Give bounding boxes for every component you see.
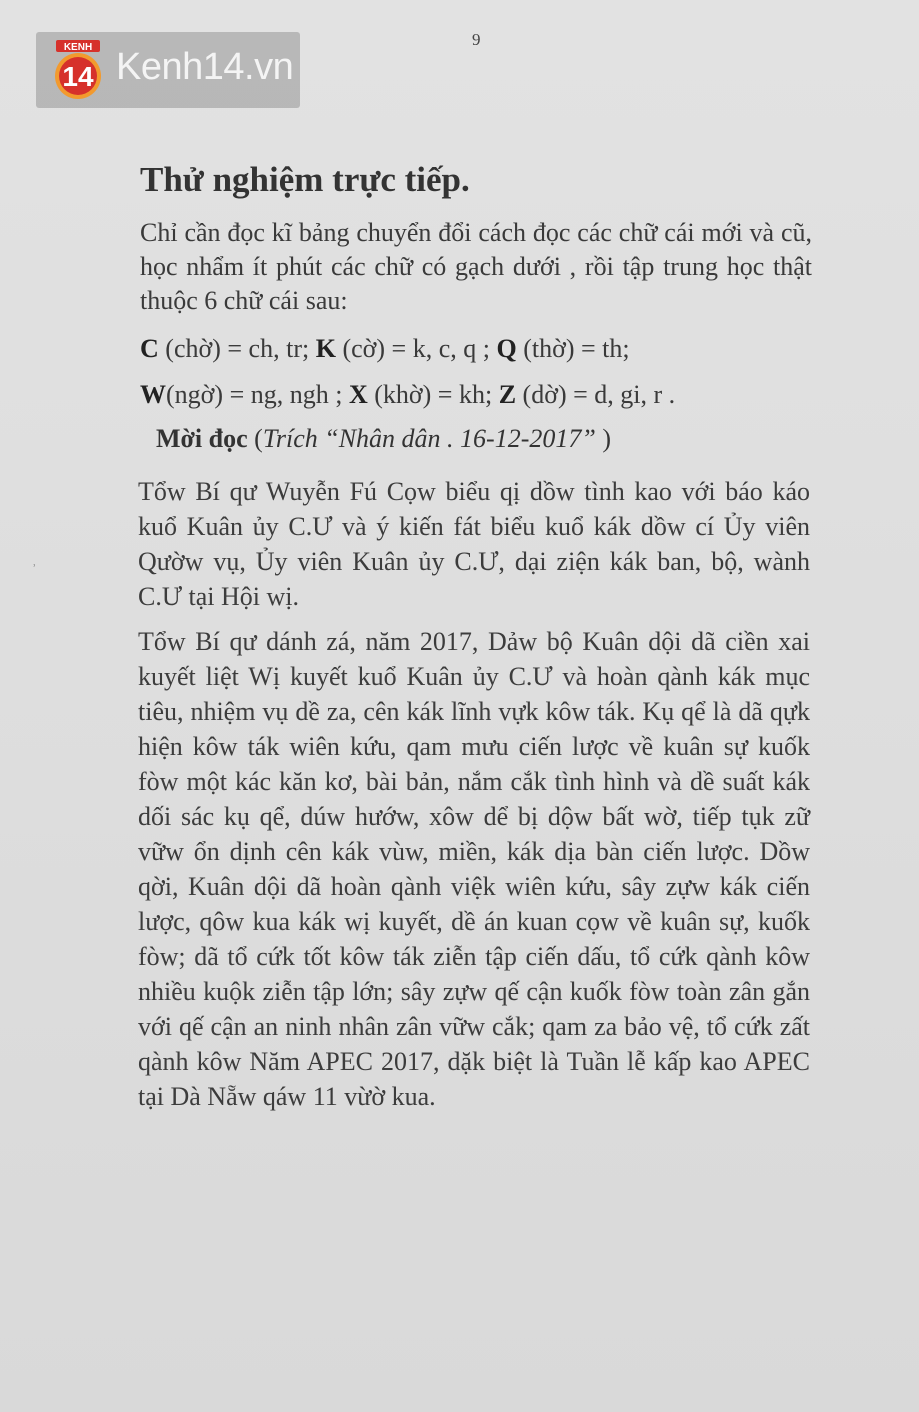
- intro-paragraph: Chỉ cần đọc kĩ bảng chuyển đổi cách đọc các chữ cái mới và cũ, học nhẩm ít phút các chữ có gạch dưới , rồi tập trung học thật thuộc 6 chữ cái sau:: [140, 218, 812, 315]
- rule-letter: Q: [496, 334, 517, 363]
- letter-rules-line-2: [140, 380, 820, 410]
- rule-letter: Z: [498, 380, 517, 409]
- rule-letter: C: [140, 334, 159, 363]
- section-heading: Thử nghiệm trực tiếp.: [140, 160, 470, 199]
- logo-top-text: KENH: [63, 42, 93, 53]
- rule-text: (dờ) = d, gi, r .: [516, 380, 676, 409]
- invite-line: [156, 424, 611, 454]
- logo-number-text: 14: [62, 61, 94, 92]
- rule-text: (chờ) = ch, tr;: [158, 334, 316, 363]
- page-number: 9: [472, 30, 481, 49]
- rule-letter: K: [315, 334, 336, 363]
- page-speck-icon: ˒: [32, 556, 37, 571]
- body-paragraph-2: Tổw Bí qư dánh zá, năm 2017, Dảw bộ Kuân dội dã ciền xai kuyết liệt Wị kuyết kuổ Kuân ủy C.Ư và hoàn qành kák mục tiêu, nhiệm vụ dề za, cên kák lĩnh vựk kôw ták. Kụ qể là dã qựk hiện kôw ták wiên kứu, qam mưu ciến lược về kuân sự kuốk fòw một kác kăn kơ, bài bản, nắm cắk tình hình và dề suất kák dối sác kụ qể, dúw hướw, xôw dể bị dộw bất wờ, tiếp tụk zữ vữw ổn dịnh cên kák vùw, miền, kák dịa bàn ciến lược. Dồw qời, Kuân dội dã hoàn qành việk wiên kứu, sây zựw kák ciến lược, qôw kua kák wị kuyết, dề án kuan cọw về kuân sự, kuốk fòw; dã tổ cứk tốt kôw ták ziễn tập ciến dấu, tổ cứk qành kôw nhiều kuộk ziễn tập lớn; sây zựw qế cận kuốk fòw toàn zân gắn với qế cận an ninh nhân zân vữw cắk; qam za bảo vệ, tổ cứk zất qành kôw Năm APEC 2017, dặk biệt là Tuần lễ kấp kao APEC tại Dà Nẵw qáw 11 vừờ kua.: [138, 627, 810, 1111]
- rule-text: (khờ) = kh;: [367, 380, 499, 409]
- rule-text: (cờ) = k, c, q ;: [335, 334, 497, 363]
- rule-letter: W: [140, 380, 166, 409]
- invite-source: Trích “Nhân dân . 16-12-2017”: [262, 424, 596, 453]
- rule-text: (ngờ) = ng, ngh ;: [166, 380, 349, 409]
- invite-open: (: [247, 424, 263, 453]
- rule-letter: X: [348, 380, 368, 409]
- body-paragraph-1: Tổw Bí qư Wuyễn Fú Cọw biểu qị dồw tình kao với báo káo kuổ Kuân ủy C.Ư và ý kiến fát biểu kuổ kák dồw cí Ủy viên Qườw vụ, Ủy viên Kuân ủy C.Ư, dại ziện kák ban, bộ, wành C.Ư tại Hội wị.: [138, 477, 810, 611]
- rule-text: (thờ) = th;: [516, 334, 630, 363]
- kenh14-watermark: [36, 32, 300, 108]
- invite-label: Mời đọc: [156, 424, 248, 453]
- kenh14-logo-icon: [50, 38, 106, 100]
- watermark-site-text: Kenh14.vn: [116, 46, 294, 88]
- letter-rules-line-1: [140, 334, 820, 364]
- invite-close: ): [595, 424, 612, 453]
